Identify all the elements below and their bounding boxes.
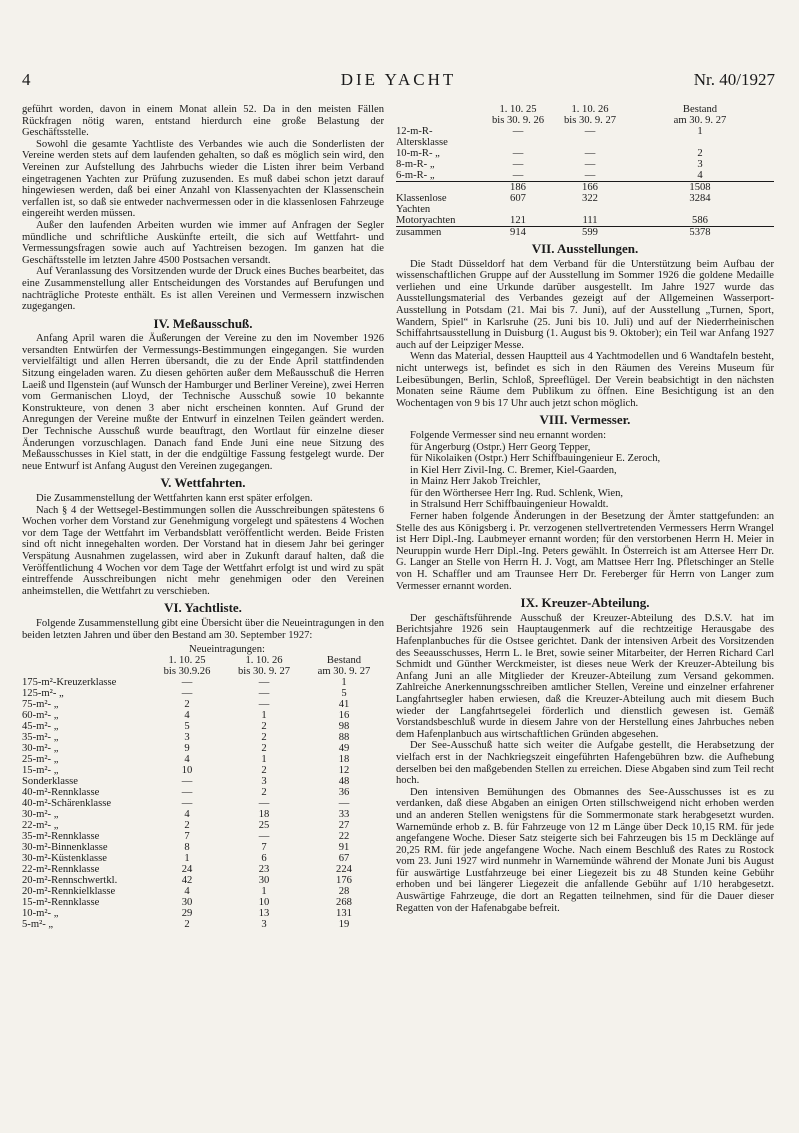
table-row bbox=[22, 721, 384, 732]
cell-value: 2 bbox=[261, 721, 267, 733]
cell-value: 49 bbox=[338, 743, 350, 755]
cell-value: 224 bbox=[336, 864, 352, 876]
table-row bbox=[396, 215, 774, 227]
cell-value: — bbox=[181, 688, 193, 700]
cell-value: 2 bbox=[261, 732, 267, 744]
cell-value: 36 bbox=[338, 787, 350, 799]
column-header: am 30. 9. 27 bbox=[317, 666, 371, 678]
row-label: 22-m²- „ bbox=[22, 820, 59, 832]
cell-value: 1 bbox=[341, 677, 347, 689]
table-row bbox=[22, 798, 384, 809]
table-row bbox=[396, 227, 774, 239]
cell-value: 3 bbox=[697, 159, 703, 170]
paragraph: Den intensiven Bemühungen des Obmannes des See-Ausschusses ist es zu verdanken, daß diese Abgaben an einigen Orten stillschweigend nicht erhoben werden und an anderen Stellen wenigstens für die Sommermonate stark herabgesetzt wurden. Warnemünde erhob z. B. für Fahrzeuge von 12 m Länge über Deck 10,15 RM. für jede angefangene Woche. Dieser Satz steigerte sich bei Fahrzeugen bis 15 m Decklänge auf 20,25 RM. für jede angefangene Woche. Nach einem Beschluß des Rates zu Rostock vom 23. Juni 1927 wird nunmehr in Warnemünde während der Monate Juni bis August für auswärtige Lustfahrzeuge bei einer Liegezeit bis zu 48 Stunden keine Gebühr erhoben und bei längerer Liegezeit die anfallende Gebühr auf 1/10 herabgesetzt. Auswärtige Fahrzeuge, die dort an Regatten teilnehmen, sind für die Dauer dieser Regatten von der Hafenabgabe befreit. bbox=[396, 786, 774, 914]
column-header: Bestand bbox=[682, 104, 718, 115]
paragraph: Außer den laufenden Arbeiten wurden wie immer auf Anfragen der Segler mündliche und schriftliche Auskünfte erteilt, die sich auf Wettfahrt- und Vermessungsfragen sowie auch auf Yachtreisen bezogen. Im ganzen hat die Geschäftsstelle im letzten Jahre 4500 Postsachen versandt. bbox=[22, 219, 384, 266]
list-item: in Kiel Herr Zivil-Ing. C. Bremer, Kiel-Gaarden, bbox=[410, 464, 617, 476]
paragraph: Der See-Ausschuß hatte sich weiter die Aufgabe gestellt, die Herabsetzung der vielfach erst in der Nachkriegszeit eingeführten Hafengebühren bzw. die Aufhebung derselben bei den maßgebenden Stellen zu erreichen. Diese Abgaben sind zum Teil recht hoch. bbox=[396, 740, 774, 787]
cell-value: 30 bbox=[181, 897, 193, 909]
row-label: 40-m²-Rennklasse bbox=[22, 787, 100, 799]
cell-value: 1 bbox=[261, 886, 267, 898]
cell-value: — bbox=[181, 776, 193, 788]
cell-value: 2 bbox=[184, 699, 190, 711]
yacht-table-continued bbox=[396, 104, 774, 238]
column-header: bis 30. 9. 27 bbox=[563, 115, 617, 126]
row-label: zusammen bbox=[396, 227, 442, 238]
cell-value: 48 bbox=[338, 776, 350, 788]
cell-value: 29 bbox=[181, 908, 193, 920]
cell-value: 27 bbox=[338, 820, 350, 832]
cell-value: 2 bbox=[184, 820, 190, 832]
table-row bbox=[22, 853, 384, 864]
cell-value: 599 bbox=[582, 227, 598, 238]
cell-value: — bbox=[181, 787, 193, 799]
table-row bbox=[22, 754, 384, 765]
row-label: 35-m²-Rennklasse bbox=[22, 831, 100, 843]
table-row bbox=[22, 820, 384, 831]
cell-value: 67 bbox=[338, 853, 350, 865]
table-row bbox=[22, 897, 384, 908]
list-item: in Mainz Herr Jakob Treichler, bbox=[410, 476, 541, 488]
cell-value: 2 bbox=[184, 919, 190, 931]
row-label: 30-m²-Binnenklasse bbox=[22, 842, 108, 854]
paragraph: Anfang April waren die Äußerungen der Vereine zu den im November 1926 versandten Entwürfen der Vermessungs-Bestimmungen eingegangen. Sie wurden vervielfältigt und allen Herren übersandt, die zu der Ende April stattfindenden Sitzung eingeladen waren. Zu diesen gehörten außer dem Meßausschuß die Herren Laeiß und Ilgenstein (auf Wunsch der Hamburger und Berliner Vereine), zwei Herren vom Germanischen Lloyd, der Technische Ausschuß sowie 10 bekannte Konstrukteure, von denen 3 aber nicht erscheinen konnten. Auf Grund der Anregungen der Vereine mußte der Entwurf in einzelnen Teilen geändert werden. Der Technische Ausschuß wurde beauftragt, den Wortlaut für einzelne dieser Änderungen vorzuschlagen. Danach fand Ende Juni eine neue Sitzung des Meßausschusses in Kiel statt, in der die endgültige Fassung festgelegt wurde. Der neue Entwurf ist Anfang August den Vereinen zugegangen. bbox=[22, 333, 384, 472]
cell-value: — bbox=[181, 677, 193, 689]
column-header: am 30. 9. 27 bbox=[673, 115, 727, 126]
cell-value: 1 bbox=[261, 710, 267, 722]
cell-value: 268 bbox=[336, 897, 352, 909]
paragraph: Folgende Zusammenstellung gibt eine Übersicht über die Neueintragungen in den beiden letzten Jahren und über den Bestand am 30. September 1927: bbox=[22, 617, 384, 641]
row-label: 22-m²-Rennklasse bbox=[22, 864, 100, 876]
row-label: 5-m²- „ bbox=[22, 919, 54, 931]
cell-value: 2 bbox=[697, 148, 703, 159]
row-label: Motoryachten bbox=[396, 215, 482, 227]
paragraph: Folgende Vermesser sind neu ernannt worden: bbox=[410, 429, 607, 441]
cell-value: — bbox=[482, 170, 554, 182]
column-header: bis 30. 9. 26 bbox=[491, 115, 545, 126]
cell-value: 2 bbox=[261, 743, 267, 755]
cell-value: — bbox=[512, 159, 524, 170]
row-label: 6-m-R- „ bbox=[396, 170, 482, 182]
cell-value: 6 bbox=[261, 853, 267, 865]
section-heading-viii: VIII. Vermesser. bbox=[539, 412, 631, 428]
row-label: 175-m²-Kreuzerklasse bbox=[22, 677, 117, 689]
paragraph: Der geschäftsführende Ausschuß der Kreuzer-Abteilung des D.S.V. hat im Berichtsjahre 1926 sein Hauptaugenmerk auf die rechtzeitige Herausgabe des Hafenplanbuches für die Ostsee gerichtet. Dank der intensiven Arbeit des Vorsitzenden des Seeausschusses, Herrn L. le Bret, sowie seiner Mitarbeiter, der Herren Richard Carl Schmidt und Günther Werckmeister, ist dieses neue Werk der Kreuzer-Abteilung bis Anfang Juni an alle Mitglieder der Kreuzer-Abteilung zum Versand gekommen. Zahlreiche Anerkennungsschreiben amtlicher Stellen, Vereine und einzelner erfahrener Langfahrtsegler haben erwiesen, daß die Kreuzer-Abteilung auch mit diesem Buch wieder der Langfahrtsegelei förderlich und dienstlich gewesen ist. Gemäß Vorstandsbeschluß wurde in diesem Jahre von der Herstellung eines Jahrbuches neben dem Hafenplanbuch aus wirtschaftlichen Gründen abgesehen. bbox=[396, 612, 774, 740]
table-row bbox=[22, 864, 384, 875]
cell-value: 186 bbox=[510, 182, 526, 193]
row-label bbox=[396, 182, 482, 194]
table-row bbox=[22, 765, 384, 776]
journal-title: DIE YACHT bbox=[340, 70, 457, 89]
cell-value: 22 bbox=[338, 831, 350, 843]
row-label: 15-m²- „ bbox=[22, 765, 59, 777]
cell-value: 2 bbox=[261, 787, 267, 799]
cell-value: 12 bbox=[338, 765, 350, 777]
cell-value: 7 bbox=[261, 842, 267, 854]
cell-value: 91 bbox=[338, 842, 350, 854]
cell-value: 166 bbox=[582, 182, 598, 193]
row-label: 8-m-R- „ bbox=[396, 159, 435, 170]
table-row bbox=[396, 148, 774, 159]
list-item: für Nikolaiken (Ostpr.) Herr Schiffbauingenieur E. Zeroch, bbox=[410, 453, 661, 465]
paragraph: Die Zusammenstellung der Wettfahrten kann erst später erfolgen. bbox=[36, 493, 313, 504]
cell-value: 3 bbox=[184, 732, 190, 744]
row-label: 25-m²- „ bbox=[22, 754, 59, 766]
paragraph: Ferner haben folgende Änderungen in der Besetzung der Ämter stattgefunden: an Stelle des aus Königsberg i. Pr. verzogenen stellvertretenden Vermessers Herrn Wrangel ist Herr Dipl.-Ing. Laubmeyer ernannt worden; für den verstorbenen Herrn H. Meier in Neuruppin wurde Herr Dipl.-Ing. Peters gewählt. In Österreich ist am Attersee Herr Dr. G. Langer an Stelle von Herrn H. J. Vogt, am Mattsee Herr Ing. Pfletschinger an Stelle von H. Schaffler und am Traunsee Herr Dr. Fereberger für Herrn von Langer zum Vermesser ernannt worden. bbox=[396, 511, 774, 592]
cell-value: — bbox=[512, 126, 524, 137]
table-row bbox=[396, 126, 774, 148]
cell-value: 2 bbox=[261, 765, 267, 777]
cell-value: 4 bbox=[626, 170, 774, 182]
paragraph: geführt worden, davon in einem Monat allein 52. Da in den meisten Fällen Rückfragen nötig waren, entstand hierdurch eine große Belastung der Geschäftsstelle. bbox=[22, 104, 384, 139]
column-header: Bestand bbox=[326, 655, 362, 667]
cell-value: 322 bbox=[582, 193, 598, 204]
cell-value: 98 bbox=[338, 721, 350, 733]
list-item: für Angerburg (Ostpr.) Herr Georg Tepper, bbox=[410, 441, 591, 453]
yacht-table bbox=[22, 644, 384, 930]
cell-value: — bbox=[512, 148, 524, 159]
cell-value: 5 bbox=[341, 688, 347, 700]
table-group-header: Neueintragungen: bbox=[189, 644, 265, 656]
cell-value: 4 bbox=[184, 809, 190, 821]
list-item: für den Wörthersee Herr Ing. Rud. Schlenk, Wien, bbox=[410, 487, 624, 499]
cell-value: 41 bbox=[338, 699, 350, 711]
cell-value: 5 bbox=[184, 721, 190, 733]
section-heading-iv: IV. Meßausschuß. bbox=[153, 315, 253, 331]
cell-value: 607 bbox=[510, 193, 526, 204]
table-row bbox=[396, 193, 774, 215]
cell-value: 1508 bbox=[689, 182, 711, 193]
table-row bbox=[22, 787, 384, 798]
column-header: bis 30. 9. 27 bbox=[237, 666, 291, 678]
row-label: 60-m²- „ bbox=[22, 710, 59, 722]
cell-value: 18 bbox=[258, 809, 270, 821]
row-label: 125-m²- „ bbox=[22, 688, 64, 700]
cell-value: 131 bbox=[336, 908, 352, 920]
cell-value: 13 bbox=[258, 908, 270, 920]
row-label: 20-m²-Rennkielklasse bbox=[22, 886, 116, 898]
cell-value: 176 bbox=[336, 875, 352, 887]
cell-value: 3 bbox=[261, 919, 267, 931]
row-label: 10-m²- „ bbox=[22, 908, 59, 920]
row-label: 30-m²- „ bbox=[22, 743, 59, 755]
column-header: bis 30.9.26 bbox=[163, 666, 211, 678]
cell-value: 42 bbox=[181, 875, 193, 887]
paragraph: Wenn das Material, dessen Hauptteil aus 4 Yachtmodellen und 6 Wandtafeln besteht, nicht unterwegs ist, befindet es sich in den Räumen des Vereins Museum für Leibesübungen, Berlin, Schloß, Spreeflügel. Der Verein beabsichtigt in den nächsten Monaten seine Räume dem Publikum zu öffnen. Eine Besichtigung ist an den Wochentagen von 9 bis 17 Uhr auch jetzt schon möglich. bbox=[396, 351, 774, 409]
cell-value: 8 bbox=[184, 842, 190, 854]
cell-value: — bbox=[584, 126, 596, 137]
paragraph: Nach § 4 der Wettsegel-Bestimmungen sollen die Ausschreibungen spätestens 6 Wochen vorher dem Vorstand zur Genehmigung vorgelegt und spätestens 4 Wochen vor dem Tage der Wettfahrt im Verbandsblatt veröffentlicht werden. Beide Fristen sind oft nicht innegehalten worden. Der Vorstand hat in diesem Jahr bei geringer Verspätung Ausnahmen zugelassen, wird aber in Zukunft darauf halten, daß die Veröffentlichung 4 Wochen vor dem Tage der Wettfahrt erfolgt ist und wird zu spät eintreffende Ausschreibungen nicht mehr genehmigen oder den Vereinen anheimstellen, die Wettfahrt zu verschieben. bbox=[22, 504, 384, 597]
cell-value: 1 bbox=[184, 853, 190, 865]
column-header: 1. 10. 26 bbox=[245, 655, 283, 667]
paragraph: Die Stadt Düsseldorf hat dem Verband für die Unterstützung beim Aufbau der wissenschaftlichen Gruppe auf der Ausstellung im Sommer 1926 die goldene Medaille verliehen und eine Urkunde darüber ausgestellt. Im Jahre 1927 wurde das Ausstellungsmaterial des Verbandes gezeigt auf der Allgemeinen Wasserport-Ausstellung in Potsdam (21. Mai bis 7. Juni), auf der Ausstellung „Turnen, Sport, Wandern, Spiel“ in Karlsruhe (25. Juni bis 10. Juli) und auf der Niederrheinischen Schiffahrtsausstellung in Duisburg (1. August bis 9. Oktober); ein Teil war Anfang 1927 auch auf der Leipziger Messe. bbox=[396, 258, 774, 351]
issue-number: Nr. 40/1927 bbox=[693, 70, 775, 89]
section-heading-vi: VI. Yachtliste. bbox=[164, 600, 242, 616]
cell-value: 16 bbox=[338, 710, 350, 722]
table-row bbox=[22, 886, 384, 897]
cell-value: 111 bbox=[554, 215, 626, 227]
cell-value: 914 bbox=[510, 227, 526, 238]
cell-value: 25 bbox=[258, 820, 270, 832]
cell-value: 9 bbox=[184, 743, 190, 755]
section-heading-ix: IX. Kreuzer-Abteilung. bbox=[520, 595, 650, 611]
table-row bbox=[22, 710, 384, 721]
surveyor-list bbox=[396, 442, 774, 512]
cell-value: 3 bbox=[261, 776, 267, 788]
table-row bbox=[22, 919, 384, 930]
row-label: 30-m²-Küstenklasse bbox=[22, 853, 107, 865]
row-label: 45-m²- „ bbox=[22, 721, 59, 733]
cell-value: — bbox=[258, 699, 270, 711]
left-column bbox=[22, 104, 384, 930]
cell-value: 7 bbox=[184, 831, 190, 843]
row-label: 12-m-R-Altersklasse bbox=[396, 126, 448, 148]
table-row bbox=[22, 908, 384, 919]
list-item: in Stralsund Herr Schiffbauingenieur Howaldt. bbox=[410, 499, 609, 511]
cell-value: 1 bbox=[261, 754, 267, 766]
table-row bbox=[396, 170, 774, 182]
row-label: Klassenlose Yachten bbox=[396, 193, 447, 215]
cell-value: 5378 bbox=[689, 227, 711, 238]
cell-value: 4 bbox=[184, 886, 190, 898]
row-label: 10-m-R- „ bbox=[396, 148, 440, 159]
row-label: 20-m²-Rennschwertkl. bbox=[22, 875, 118, 887]
table-row bbox=[22, 743, 384, 754]
cell-value: — bbox=[258, 688, 270, 700]
table-row bbox=[396, 182, 774, 194]
cell-value: — bbox=[258, 677, 270, 689]
cell-value: 88 bbox=[338, 732, 350, 744]
cell-value: 24 bbox=[181, 864, 193, 876]
table-row bbox=[22, 699, 384, 710]
cell-value: — bbox=[338, 798, 350, 810]
cell-value: 28 bbox=[338, 886, 350, 898]
page-number: 4 bbox=[22, 70, 31, 89]
cell-value: 4 bbox=[184, 710, 190, 722]
table-row bbox=[22, 732, 384, 743]
paragraph: Sowohl die gesamte Yachtliste des Verbandes wie auch die Sonderlisten der Vereine werden stets auf dem laufenden gehalten, so daß es möglich sein wird, den Vereinen zur Aufstellung des Jahrbuchs wieder die Listen ihrer beim Verband eingetragenen Yachten zur Prüfung zuzusenden. Es muß dabei schon jetzt darauf hingewiesen werden, daß bei einer Anzahl von Klassenyachten der Klassenschein verfallen ist, so daß sie entweder nachvermessen oder in die klassenlosen Fahrzeuge eingereiht werden müssen. bbox=[22, 138, 384, 220]
cell-value: — bbox=[584, 159, 596, 170]
cell-value: 3284 bbox=[689, 193, 711, 204]
cell-value: — bbox=[554, 170, 626, 182]
cell-value: — bbox=[181, 798, 193, 810]
cell-value: — bbox=[258, 798, 270, 810]
table-row bbox=[22, 776, 384, 787]
cell-value: 4 bbox=[184, 754, 190, 766]
section-heading-v: V. Wettfahrten. bbox=[160, 475, 246, 491]
cell-value: 1 bbox=[697, 126, 703, 137]
right-column bbox=[396, 104, 774, 914]
cell-value: 10 bbox=[181, 765, 193, 777]
cell-value: 23 bbox=[258, 864, 270, 876]
row-label: 75-m²- „ bbox=[22, 699, 59, 711]
cell-value: — bbox=[258, 831, 270, 843]
table-row bbox=[22, 809, 384, 820]
cell-value: 33 bbox=[338, 809, 350, 821]
column-header: 1. 10. 25 bbox=[499, 104, 537, 115]
table-row bbox=[22, 875, 384, 886]
cell-value: — bbox=[584, 148, 596, 159]
cell-value: 10 bbox=[258, 897, 270, 909]
page-header bbox=[22, 70, 775, 92]
section-heading-vii: VII. Ausstellungen. bbox=[531, 241, 639, 256]
column-header: 1. 10. 26 bbox=[571, 104, 609, 115]
row-label: Sonderklasse bbox=[22, 776, 78, 788]
cell-value: 121 bbox=[482, 215, 554, 227]
row-label: 15-m²-Rennklasse bbox=[22, 897, 100, 909]
table-row bbox=[22, 688, 384, 699]
table-row bbox=[22, 677, 384, 688]
cell-value: 19 bbox=[338, 919, 350, 931]
cell-value: 30 bbox=[258, 875, 270, 887]
table-row bbox=[22, 831, 384, 842]
row-label: 35-m²- „ bbox=[22, 732, 59, 744]
cell-value: 586 bbox=[626, 215, 774, 227]
cell-value: 18 bbox=[338, 754, 350, 766]
row-label: 30-m²- „ bbox=[22, 809, 59, 821]
column-header: 1. 10. 25 bbox=[168, 655, 206, 667]
paragraph: Auf Veranlassung des Vorsitzenden wurde der Druck eines Buches bearbeitet, das eine Zusammenstellung aller Entscheidungen des Vorstandes auf Berufungen und nachträgliche Proteste enthält. Es ist allen Vereinen und Vermessern inzwischen zugegangen. bbox=[22, 266, 384, 313]
table-row bbox=[22, 842, 384, 853]
row-label: 40-m²-Schärenklasse bbox=[22, 798, 112, 810]
table-row bbox=[396, 159, 774, 170]
